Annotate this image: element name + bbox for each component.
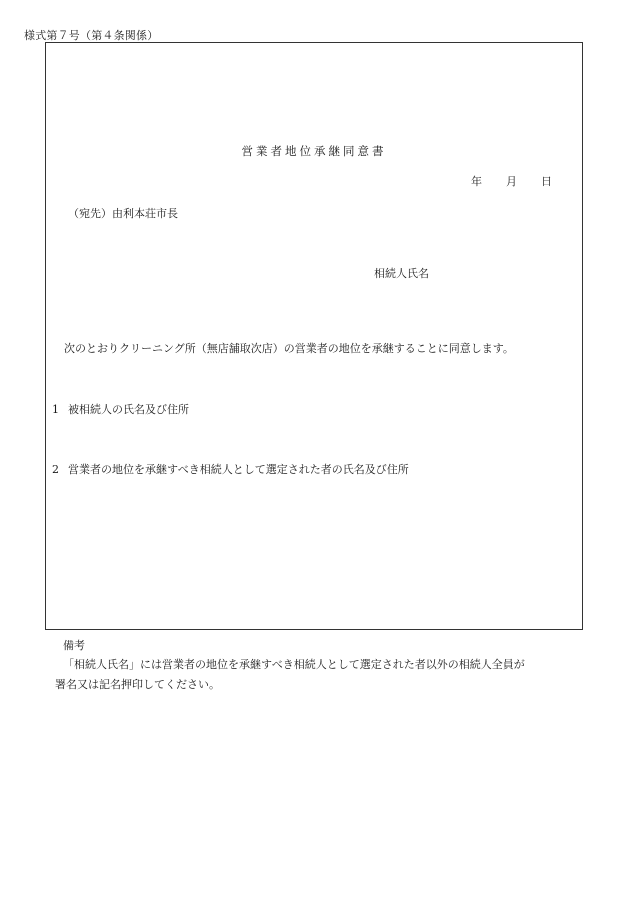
remarks-heading: 備考 bbox=[63, 639, 85, 652]
item-text: 被相続人の氏名及び住所 bbox=[68, 403, 189, 416]
remarks-body bbox=[55, 655, 555, 695]
addressee: （宛先）由利本荘市長 bbox=[68, 207, 178, 220]
remarks-line-2: 署名又は記名押印してください。 bbox=[55, 678, 220, 691]
item-decedent bbox=[52, 401, 189, 417]
item-selected-heir bbox=[52, 461, 409, 477]
document-title: 営業者地位承継同意書 bbox=[241, 144, 387, 158]
date-line bbox=[471, 173, 552, 189]
document-frame bbox=[45, 42, 583, 630]
date-day-label: 日 bbox=[541, 175, 552, 188]
item-number: 2 bbox=[52, 463, 59, 476]
date-month-label: 月 bbox=[506, 175, 517, 188]
heir-name-label: 相続人氏名 bbox=[374, 267, 429, 280]
remarks-line-1: 「相続人氏名」には営業者の地位を承継すべき相続人として選定された者以外の相続人全員が bbox=[63, 658, 525, 671]
item-text: 営業者の地位を承継すべき相続人として選定された者の氏名及び住所 bbox=[68, 463, 409, 476]
item-number: 1 bbox=[52, 403, 59, 416]
form-number: 様式第７号（第４条関係） bbox=[24, 29, 159, 42]
date-year-label: 年 bbox=[471, 175, 482, 188]
consent-statement: 次のとおりクリーニング所（無店舗取次店）の営業者の地位を承継することに同意します。 bbox=[64, 342, 514, 355]
